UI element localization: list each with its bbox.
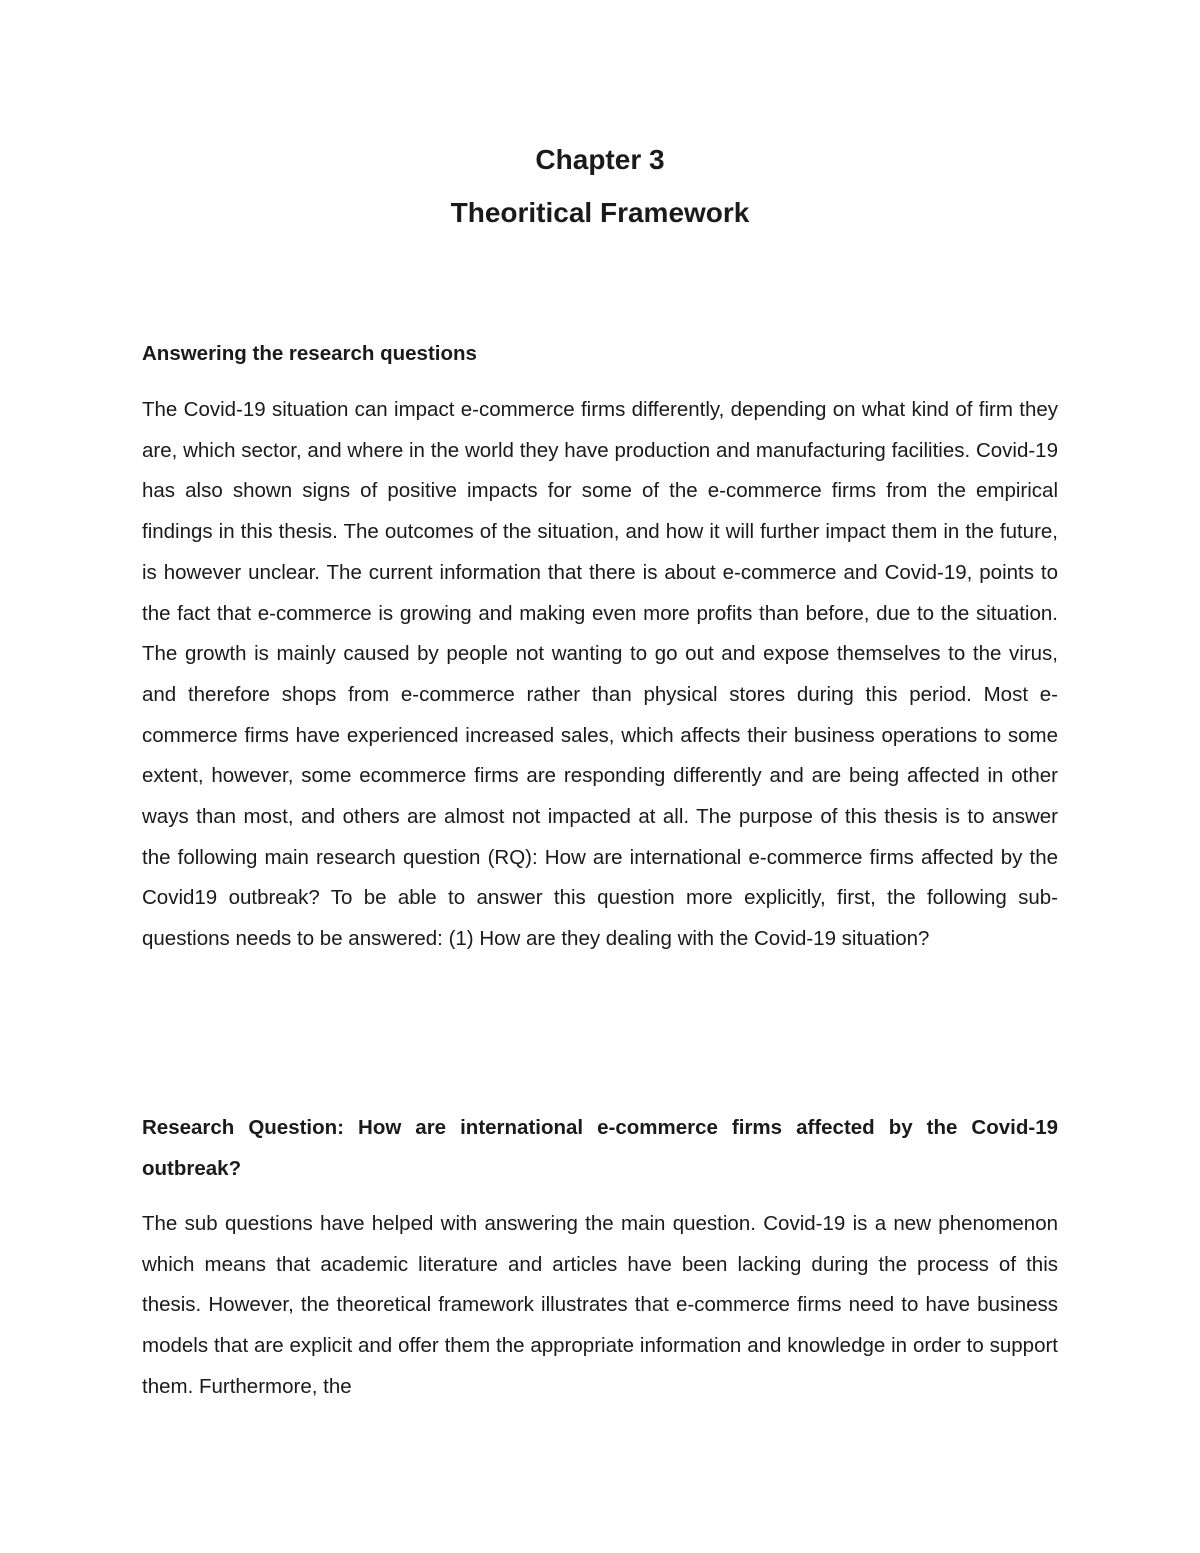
section-heading-research-question: Research Question: How are international e-commerce firms affected by the Covid-19 outbreak? <box>142 1116 1058 1180</box>
chapter-number: Chapter 3 <box>535 144 665 175</box>
body-paragraph: The sub questions have helped with answering the main question. Covid-19 is a new phenomenon which means that academic literature and articles have been lacking during the process of this thesis. However, the theoretical framework illustrates that e-commerce firms need to have business models that are explicit and offer them the appropriate information and knowledge in order to support them. Furthermore, the <box>142 1212 1058 1398</box>
chapter-title: Theoritical Framework <box>450 197 750 228</box>
body-paragraph: The Covid-19 situation can impact e-commerce firms differently, depending on what kind of firm they are, which sector, and where in the world they have production and manufacturing facilities. Covid-19 has also shown signs of positive impacts for some of the e-commerce firms from the empirical findings in this thesis. The outcomes of the situation, and how it will further impact them in the future, is however unclear. The current information that there is about e-commerce and Covid-19, points to the fact that e-commerce is growing and making even more profits than before, due to the situation. The growth is mainly caused by people not wanting to go out and expose themselves to the virus, and therefore shops from e-commerce rather than physical stores during this period. Most e-commerce firms have experienced increased sales, which affects their business operations to some extent, however, some ecommerce firms are responding differently and are being affected in other ways than most, and others are almost not impacted at all. The purpose of this thesis is to answer the following main research question (RQ): How are international e-commerce firms affected by the Covid19 outbreak? To be able to answer this question more explicitly, first, the following sub-questions needs to be answered: (1) How are they dealing with the Covid-19 situation? <box>142 398 1058 951</box>
section-heading-research-questions: Answering the research questions <box>142 342 477 365</box>
